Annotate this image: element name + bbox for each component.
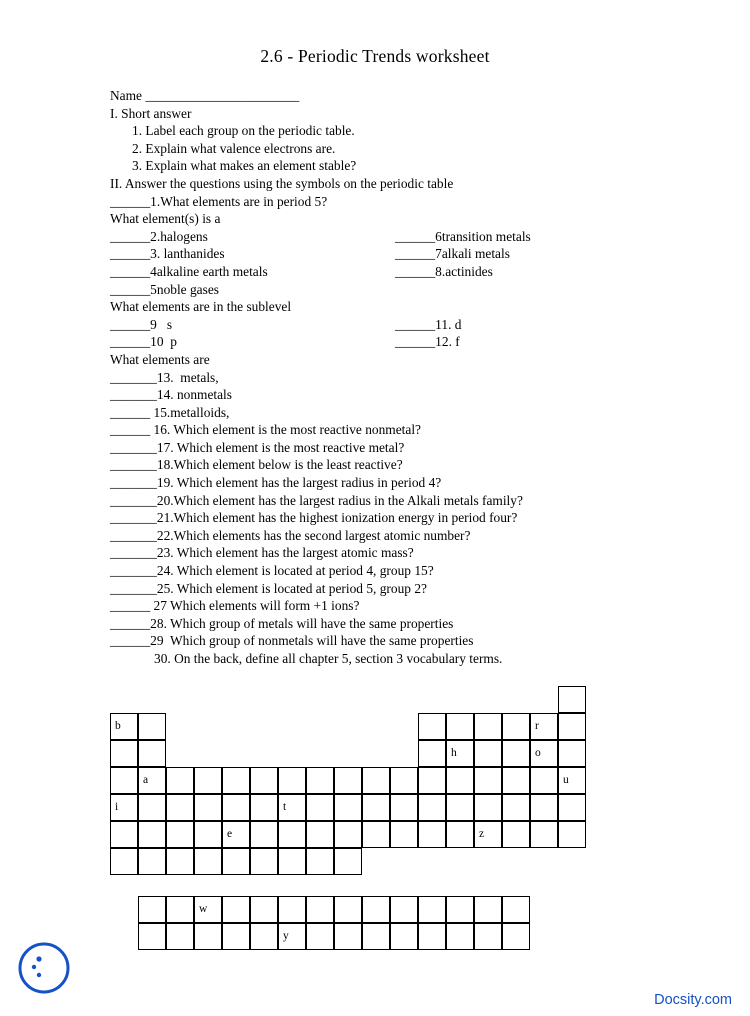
periodic-table-cell[interactable] (194, 794, 222, 821)
periodic-table-grid (110, 686, 610, 872)
lanthanide-actinide-cell[interactable] (222, 923, 250, 950)
periodic-table-cell[interactable] (250, 767, 278, 794)
periodic-table-cell[interactable] (166, 794, 194, 821)
periodic-table-cell[interactable]: o (530, 740, 558, 767)
category-row (110, 263, 670, 281)
question-line: _______13. metals, (110, 369, 219, 385)
lanthanide-actinide-cell[interactable] (138, 896, 166, 923)
periodic-table-grid-wrap (110, 686, 750, 872)
periodic-table-cell[interactable] (194, 848, 222, 875)
periodic-table-cell[interactable] (306, 848, 334, 875)
lanthanide-actinide-cell[interactable] (166, 923, 194, 950)
periodic-table-cell[interactable] (530, 794, 558, 821)
what-elements-prompt: What elements are (110, 351, 210, 367)
periodic-table-cell[interactable] (446, 767, 474, 794)
lanthanide-actinide-cell[interactable] (390, 923, 418, 950)
periodic-table-cell[interactable] (110, 821, 138, 848)
periodic-table-cell[interactable] (502, 821, 530, 848)
category-row (110, 228, 670, 246)
sublevel-right: ______12. f (395, 334, 460, 350)
section-line: 3. Explain what makes an element stable? (132, 158, 357, 174)
periodic-table-cell[interactable] (138, 740, 166, 767)
periodic-table-cell[interactable] (446, 713, 474, 740)
periodic-table-cell[interactable] (558, 713, 586, 740)
lanthanide-actinide-cell[interactable] (446, 923, 474, 950)
periodic-table-cell[interactable] (390, 794, 418, 821)
category-left: ______3. lanthanides (110, 246, 225, 262)
lanthanide-actinide-cell[interactable] (474, 923, 502, 950)
question-line: _______23. Which element has the largest atomic mass? (110, 545, 414, 561)
periodic-table-cell[interactable] (166, 821, 194, 848)
category-row (110, 245, 670, 263)
lanthanide-actinide-cell[interactable]: y (278, 923, 306, 950)
periodic-table-cell[interactable] (138, 848, 166, 875)
periodic-table-cell[interactable] (166, 848, 194, 875)
periodic-table-cell[interactable] (558, 794, 586, 821)
sublevel-right: ______11. d (395, 316, 462, 332)
lanthanide-actinide-cell[interactable] (474, 896, 502, 923)
category-row (110, 281, 670, 299)
periodic-table-cell[interactable] (362, 821, 390, 848)
periodic-table-cell[interactable] (334, 767, 362, 794)
periodic-table-cell[interactable] (474, 740, 502, 767)
question-line: _______21.Which element has the highest ionization energy in period four? (110, 510, 518, 526)
lanthanide-actinide-cell[interactable] (334, 896, 362, 923)
lanthanide-actinide-grid-wrap (110, 896, 750, 952)
lanthanide-actinide-cell[interactable] (166, 896, 194, 923)
section-line: ______1.What elements are in period 5? (110, 193, 328, 209)
sublevel-row (110, 316, 670, 334)
periodic-table-cell[interactable] (110, 848, 138, 875)
periodic-table-cell[interactable] (306, 767, 334, 794)
sublevel-rows (110, 316, 670, 351)
periodic-table-cell[interactable] (502, 713, 530, 740)
periodic-table-cell[interactable] (306, 821, 334, 848)
category-right: ______7alkali metals (395, 246, 510, 262)
question-line: ______ 16. Which element is the most reactive nonmetal? (110, 422, 421, 438)
periodic-table-cell[interactable] (334, 848, 362, 875)
periodic-table-cell[interactable]: b (110, 713, 138, 740)
periodic-table-cell[interactable] (138, 821, 166, 848)
lanthanide-actinide-cell[interactable] (334, 923, 362, 950)
periodic-table-cell[interactable]: t (278, 794, 306, 821)
lanthanide-actinide-cell[interactable] (306, 896, 334, 923)
periodic-table-cell[interactable] (222, 767, 250, 794)
periodic-table-cell[interactable] (418, 794, 446, 821)
question-line: _______22.Which elements has the second largest atomic number? (110, 527, 471, 543)
periodic-table-cell[interactable] (418, 767, 446, 794)
periodic-table-cell[interactable] (278, 767, 306, 794)
section-line: 1. Label each group on the periodic table. (132, 123, 355, 139)
question-line: _______20.Which element has the largest radius in the Alkali metals family? (110, 492, 523, 508)
sublevel-left: ______9 s (110, 316, 173, 332)
category-left: ______5noble gases (110, 281, 219, 297)
lanthanide-actinide-cell[interactable] (446, 896, 474, 923)
periodic-table-cell[interactable]: i (110, 794, 138, 821)
periodic-table-cell[interactable]: e (222, 821, 250, 848)
category-right: ______8.actinides (395, 263, 493, 279)
lanthanide-actinide-cell[interactable] (278, 896, 306, 923)
question-line: _______25. Which element is located at period 5, group 2? (110, 580, 427, 596)
section-line: I. Short answer (110, 105, 192, 121)
worksheet-page (0, 46, 750, 1016)
periodic-table-cell[interactable] (502, 740, 530, 767)
lanthanide-actinide-cell[interactable]: w (194, 896, 222, 923)
periodic-table-cell[interactable] (474, 794, 502, 821)
periodic-table-cell[interactable] (306, 794, 334, 821)
lanthanide-actinide-cell[interactable] (250, 896, 278, 923)
periodic-table-cell[interactable] (222, 794, 250, 821)
lanthanide-actinide-cell[interactable] (362, 896, 390, 923)
periodic-table-cell[interactable]: r (530, 713, 558, 740)
periodic-table-cell[interactable]: u (558, 767, 586, 794)
periodic-table-cell[interactable] (278, 821, 306, 848)
question-line: _______24. Which element is located at period 4, group 15? (110, 563, 434, 579)
periodic-table-cell[interactable] (446, 794, 474, 821)
lanthanide-actinide-cell[interactable] (250, 923, 278, 950)
lanthanide-actinide-cell[interactable] (502, 896, 530, 923)
periodic-table-cell[interactable] (110, 767, 138, 794)
periodic-table-cell[interactable] (250, 794, 278, 821)
periodic-table-cell[interactable]: h (446, 740, 474, 767)
lanthanide-actinide-cell[interactable] (390, 896, 418, 923)
periodic-table-cell[interactable] (194, 767, 222, 794)
question-line: ______ 15.metalloids, (110, 404, 230, 420)
periodic-table-cell[interactable] (250, 848, 278, 875)
sublevel-row (110, 333, 670, 351)
short-answer-section (110, 105, 670, 228)
periodic-table-cell[interactable] (474, 767, 502, 794)
question-line: _______19. Which element has the largest radius in period 4? (110, 475, 442, 491)
periodic-table-cell[interactable] (138, 713, 166, 740)
periodic-table-cell[interactable] (418, 713, 446, 740)
periodic-table-cell[interactable] (166, 767, 194, 794)
periodic-table-cell[interactable] (390, 767, 418, 794)
brand-label: Docsity.com (654, 992, 732, 1008)
periodic-table-cell[interactable] (474, 713, 502, 740)
name-field-line: Name _______________________ (110, 88, 300, 103)
lanthanide-actinide-cell[interactable] (362, 923, 390, 950)
section-line: 2. Explain what valence electrons are. (132, 140, 336, 156)
periodic-table-cell[interactable] (362, 767, 390, 794)
element-category-rows (110, 228, 670, 298)
question-line: _______18.Which element below is the least reactive? (110, 457, 403, 473)
question-line: ______28. Which group of metals will have the same properties (110, 615, 454, 631)
worksheet-body (110, 87, 670, 668)
lanthanide-actinide-grid (110, 896, 530, 952)
periodic-table-cell[interactable] (502, 794, 530, 821)
lanthanide-actinide-cell[interactable] (306, 923, 334, 950)
periodic-table-cell[interactable] (362, 794, 390, 821)
docsity-logo-icon (18, 942, 70, 994)
periodic-table-cell[interactable] (278, 848, 306, 875)
lanthanide-actinide-cell[interactable] (502, 923, 530, 950)
periodic-table-cell[interactable] (558, 740, 586, 767)
periodic-table-cell[interactable] (250, 821, 278, 848)
periodic-table-cell[interactable] (334, 794, 362, 821)
periodic-table-cell[interactable] (334, 821, 362, 848)
final-item: 30. On the back, define all chapter 5, section 3 vocabulary terms. (154, 651, 503, 666)
lanthanide-actinide-cell[interactable] (194, 923, 222, 950)
sublevel-prompt: What elements are in the sublevel (110, 299, 292, 315)
page-title: 2.6 - Periodic Trends worksheet (260, 46, 490, 66)
periodic-table-cell[interactable] (194, 821, 222, 848)
periodic-table-cell[interactable] (110, 740, 138, 767)
question-line: ______29 Which group of nonmetals will have the same properties (110, 633, 474, 649)
category-right: ______6transition metals (395, 228, 531, 244)
periodic-table-cell[interactable] (418, 821, 446, 848)
section-line: II. Answer the questions using the symbols on the periodic table (110, 175, 454, 191)
periodic-table-cell[interactable] (138, 794, 166, 821)
periodic-table-cell[interactable] (530, 767, 558, 794)
sublevel-left: ______10 p (110, 334, 177, 350)
category-left: ______2.halogens (110, 228, 208, 244)
lanthanide-actinide-cell[interactable] (222, 896, 250, 923)
periodic-table-cell[interactable] (502, 767, 530, 794)
lanthanide-actinide-cell[interactable] (418, 896, 446, 923)
periodic-table-cell[interactable] (390, 821, 418, 848)
question-list (110, 369, 670, 651)
question-line: ______ 27 Which elements will form +1 ions? (110, 598, 360, 614)
periodic-table-cell[interactable] (418, 740, 446, 767)
question-line: _______14. nonmetals (110, 387, 232, 403)
question-line: _______17. Which element is the most reactive metal? (110, 439, 405, 455)
periodic-table-cell[interactable]: a (138, 767, 166, 794)
section-line: What element(s) is a (110, 211, 221, 227)
category-left: ______4alkaline earth metals (110, 263, 268, 279)
periodic-table-cell[interactable] (222, 848, 250, 875)
periodic-table-cell[interactable] (530, 821, 558, 848)
periodic-table-cell[interactable]: z (474, 821, 502, 848)
lanthanide-actinide-cell[interactable] (418, 923, 446, 950)
periodic-table-cell[interactable] (558, 821, 586, 848)
periodic-table-cell[interactable] (446, 821, 474, 848)
lanthanide-actinide-cell[interactable] (138, 923, 166, 950)
periodic-table-cell[interactable] (558, 686, 586, 713)
